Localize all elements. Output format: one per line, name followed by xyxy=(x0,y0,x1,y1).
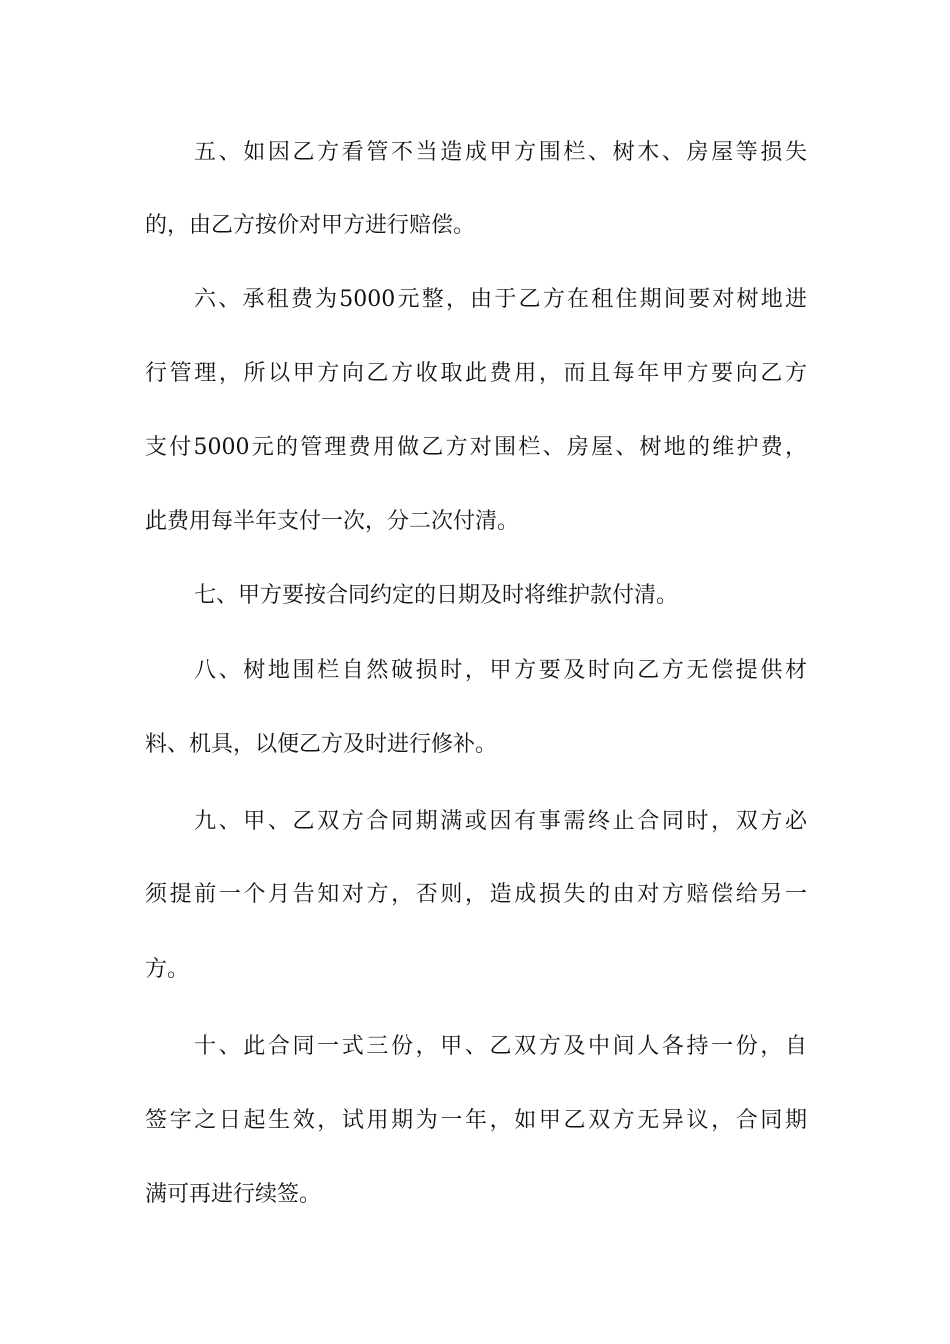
text-line: 方。 xyxy=(145,957,190,982)
text-line: 的，由乙方按价对甲方进行赔偿。 xyxy=(145,213,476,238)
text-line: 支付5000元的管理费用做乙方对围栏、房屋、树地的维护费， xyxy=(145,435,807,460)
text-line: 六、承租费为5000元整，由于乙方在租住期间要对树地进 xyxy=(194,287,807,312)
text-line: 七、甲方要按合同约定的日期及时将维护款付清。 xyxy=(194,583,679,608)
text-line: 行管理，所以甲方向乙方收取此费用，而且每年甲方要向乙方 xyxy=(145,361,807,386)
text-line: 八、树地围栏自然破损时，甲方要及时向乙方无偿提供材 xyxy=(194,658,807,683)
text-line: 满可再进行续签。 xyxy=(145,1182,322,1207)
text-line: 料、机具，以便乙方及时进行修补。 xyxy=(145,732,498,757)
text-line: 五、如因乙方看管不当造成甲方围栏、树木、房屋等损失 xyxy=(194,140,807,165)
text-line: 此费用每半年支付一次，分二次付清。 xyxy=(145,509,520,534)
text-line: 十、此合同一式三份，甲、乙双方及中间人各持一份，自 xyxy=(194,1034,807,1059)
text-line: 须提前一个月告知对方，否则，造成损失的由对方赔偿给另一 xyxy=(145,882,807,907)
text-line: 九、甲、乙双方合同期满或因有事需终止合同时，双方必 xyxy=(194,809,807,834)
text-line: 签字之日起生效，试用期为一年，如甲乙双方无异议，合同期 xyxy=(145,1108,807,1133)
